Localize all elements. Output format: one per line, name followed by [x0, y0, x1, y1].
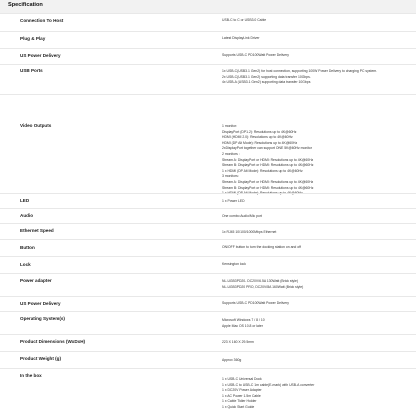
specification-header	[0, 0, 416, 14]
spec-values	[222, 18, 266, 24]
spec-values	[222, 69, 377, 86]
spec-value: NL-UGB3PD20 PRO, DC20V/8A 160Watt (Brick style)	[222, 284, 304, 289]
spec-value: 1x RJ45 10/100/1000Mbps Ethernet	[222, 230, 277, 234]
spec-label: Audio	[20, 213, 34, 218]
specification-title: Specification	[8, 2, 43, 8]
spec-value: 1x USB-C(USB3.1 Gen2) for host connection, supporting 100W Power Delivery to charging PC system.	[222, 69, 378, 73]
spec-row-usb-ports	[0, 64, 416, 94]
spec-row-power-adapter	[0, 273, 416, 296]
spec-row-us-power-delivery	[0, 48, 416, 64]
spec-value: ON/OFF button to turn the docking station on and off	[222, 245, 301, 249]
spec-row-lock	[0, 256, 416, 273]
spec-value: 1 x AC Power 1.5m Cable	[222, 393, 261, 398]
spec-label: Product Weight (g)	[20, 356, 61, 361]
spec-value: DisplayPort (DP1.2): Resolutions up to 4K@60Hz	[222, 129, 297, 134]
spec-values	[222, 358, 241, 364]
spec-value: NL-UGB3PD20- DC20V/6.5A 130Watt (Brick style)	[222, 279, 299, 283]
spec-values	[222, 124, 313, 197]
spec-label: Operating System(s)	[20, 316, 65, 321]
spec-row-video-outputs	[0, 94, 416, 196]
spec-values	[222, 301, 289, 307]
spec-values	[222, 377, 314, 411]
spec-value: 4x USB-A (USB3.1 Gen2) supporting data transfer 10Gbps	[222, 80, 311, 85]
spec-values	[222, 199, 245, 205]
spec-value: Latest DisplayLink Driver	[222, 36, 260, 40]
spec-label: LED	[20, 198, 30, 203]
spec-row-product-dimensions	[0, 334, 416, 351]
spec-label: US Power Delivery	[20, 53, 61, 58]
spec-value: 2 monitors :	[222, 151, 240, 156]
spec-label: USB Ports	[20, 68, 43, 73]
spec-values	[222, 245, 301, 251]
spec-value: 223 X 160 X 29.5mm	[222, 340, 254, 344]
spec-value: 1 x USB-C to USB-C 1m cable(E-mark) with USB-A converter	[222, 382, 315, 387]
spec-values	[222, 36, 260, 42]
spec-label: Power adapter	[20, 278, 52, 283]
spec-value: 1 x Power LED	[222, 199, 245, 203]
spec-row-audio	[0, 208, 416, 223]
spec-value: 1 x HDMI (DP Alt Mode): Resolutions up to 4K@60Hz	[222, 191, 303, 196]
spec-value: 1 x HDMI (DP Alt Mode): Resolutions up to 4K@60Hz	[222, 168, 303, 173]
spec-label: Plug & Play	[20, 36, 46, 41]
spec-value: HDMI (HDMI 2.0): Resolutions up to 4K@60Hz	[222, 135, 293, 140]
spec-value: 2x USB-C(USB3.1 Gen2) supporting data transfer 10Gbps.	[222, 74, 311, 79]
spec-values	[222, 318, 265, 329]
spec-label: Button	[20, 245, 35, 250]
spec-row-plug-and-play	[0, 31, 416, 48]
spec-row-connection-to-host	[0, 13, 416, 31]
spec-value: Microsoft Windows 7 / 8 / 10	[222, 318, 265, 322]
spec-value: Kensington lock	[222, 262, 246, 266]
spec-row-us-power-delivery-2	[0, 296, 416, 311]
spec-values	[222, 53, 289, 59]
spec-label: Video Outputs	[20, 123, 52, 128]
spec-values	[222, 340, 254, 346]
spec-value: USB-C to C or USB3.0 Cable	[222, 18, 267, 22]
spec-value: 1 x Cable Tidier Holder	[222, 399, 257, 404]
spec-value: 3 monitors:	[222, 174, 239, 179]
spec-value: Supports USB-C PD100Watt Power Delivery	[222, 53, 289, 57]
spec-label: US Power Delivery	[20, 301, 61, 306]
spec-values	[222, 214, 262, 220]
spec-value: 1 x USB-C Universal Dock	[222, 377, 262, 381]
spec-value: One combo Audio/Mic port	[222, 214, 262, 218]
spec-value: Apple Mac OS 10.8 or later	[222, 323, 263, 328]
spec-value: Stream A: DisplayPort or HDMI: Resolutions up to 4K@60Hz	[222, 157, 314, 162]
spec-row-ethernet-speed	[0, 223, 416, 239]
spec-label: Lock	[20, 262, 31, 267]
spec-value: 2xDisplayPort together can support ONE 5K@60Hz monitor	[222, 146, 312, 151]
spec-row-operating-systems	[0, 311, 416, 334]
spec-value: 1 x Quick Start Guide	[222, 404, 255, 409]
spec-value: Stream A: DisplayPort or HDMI: Resolutions up to 4K@60Hz	[222, 179, 314, 184]
spec-value: Stream B: DisplayPort or HDMI: Resolutions up to 4K@60Hz	[222, 163, 314, 168]
spec-value: HDMI (DP Alt Mode): Resolutions up to 4K@60Hz	[222, 140, 298, 145]
spec-value: 1 monitor:	[222, 124, 238, 128]
spec-label: Connection To Host	[20, 18, 64, 23]
spec-values	[222, 279, 303, 290]
spec-value: Stream B: DisplayPort or HDMI: Resolutions up to 4K@60Hz	[222, 185, 314, 190]
spec-label: Product Dimensions (WxDxH)	[20, 339, 86, 344]
spec-row-led	[0, 193, 416, 208]
spec-label: Ethernet Speed	[20, 228, 54, 233]
spec-value: Approx 360g	[222, 358, 242, 362]
spec-values	[222, 230, 276, 236]
spec-values	[222, 262, 246, 268]
spec-row-button	[0, 239, 416, 256]
spec-value: 1 x DC20V Power Adapter	[222, 388, 262, 393]
spec-value: Supports USB-C PD100Watt Power Delivery	[222, 301, 289, 305]
spec-label: In the box	[20, 373, 42, 378]
spec-row-in-the-box	[0, 368, 416, 416]
spec-row-product-weight	[0, 351, 416, 368]
